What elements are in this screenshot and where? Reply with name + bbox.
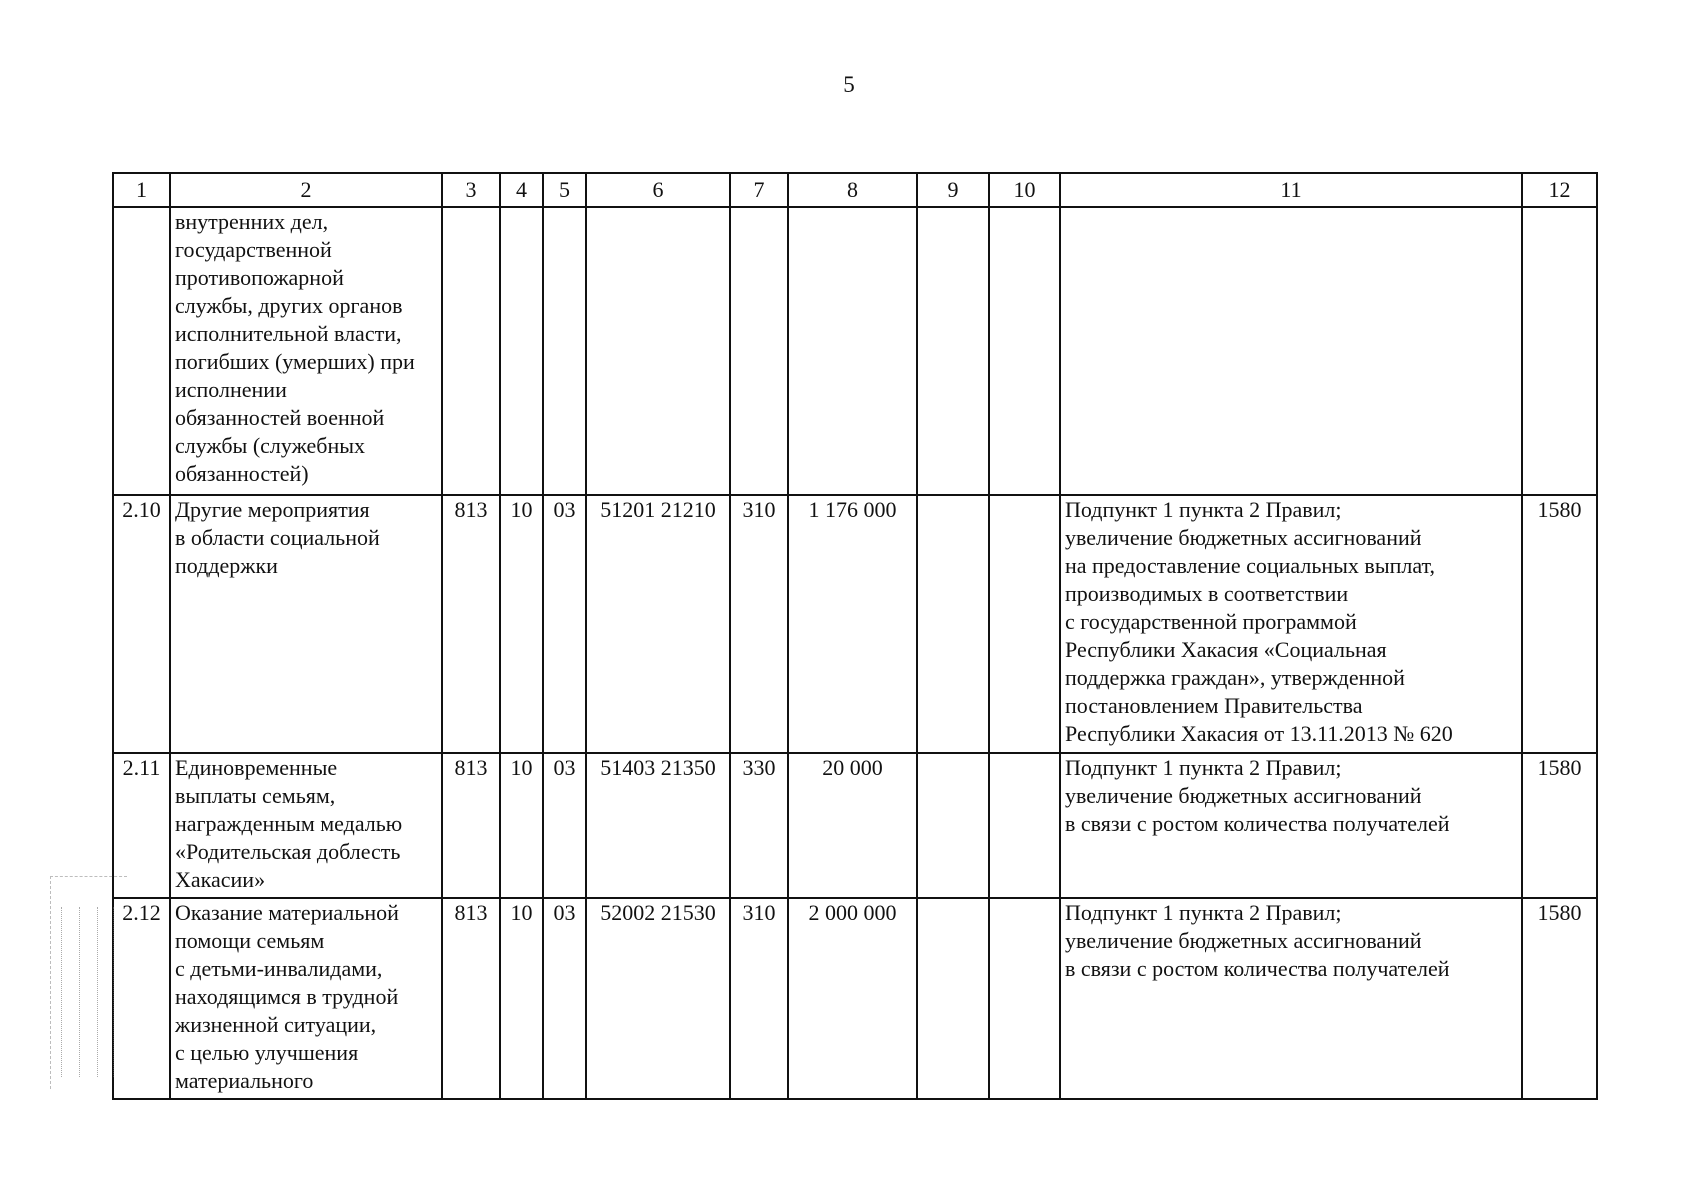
item-name: внутренних дел, государственной противопожарной службы, других органов исполнительной власти, погибших (умерших) при исполнении обязанностей военной службы (служебных обязанностей) bbox=[170, 207, 442, 495]
row-number: 2.10 bbox=[113, 495, 170, 753]
row-number: 2.12 bbox=[113, 898, 170, 1099]
code-col-12 bbox=[1522, 207, 1597, 495]
item-name: Оказание материальной помощи семьям с детьми-инвалидами, находящимся в трудной жизненной ситуации, с целью улучшения материального bbox=[170, 898, 442, 1099]
amount-col-8 bbox=[788, 207, 917, 495]
amount-col-9 bbox=[917, 495, 989, 753]
amount-col-8: 1 176 000 bbox=[788, 495, 917, 753]
code-col-12: 1580 bbox=[1522, 495, 1597, 753]
table-row-2-12 bbox=[113, 898, 1597, 1099]
section-code bbox=[500, 207, 543, 495]
justification: Подпункт 1 пункта 2 Правил; увеличение бюджетных ассигнований на предоставление социальных выплат, производимых в соответствии с государственной программой Республики Хакасия «Социальная поддержка граждан», утвержденной постановлением Правительства Республики Хакасия от 13.11.2013 № 620 bbox=[1060, 495, 1522, 753]
margin-stamp-mark bbox=[50, 876, 127, 1089]
ministry-code: 813 bbox=[442, 898, 500, 1099]
table-row-2-10 bbox=[113, 495, 1597, 753]
expense-type-code: 330 bbox=[730, 753, 788, 898]
item-name: Другие мероприятия в области социальной поддержки bbox=[170, 495, 442, 753]
subsection-code bbox=[543, 207, 586, 495]
stamp-line bbox=[97, 907, 99, 1077]
amount-col-8: 2 000 000 bbox=[788, 898, 917, 1099]
amount-col-10 bbox=[989, 898, 1060, 1099]
header-col-11: 11 bbox=[1060, 173, 1522, 207]
amount-col-10 bbox=[989, 753, 1060, 898]
stamp-line bbox=[61, 907, 63, 1077]
header-col-12: 12 bbox=[1522, 173, 1597, 207]
header-col-1: 1 bbox=[113, 173, 170, 207]
row-number bbox=[113, 207, 170, 495]
amount-col-9 bbox=[917, 753, 989, 898]
expense-type-code bbox=[730, 207, 788, 495]
table-header bbox=[113, 173, 1597, 207]
table-row-2-11 bbox=[113, 753, 1597, 898]
subsection-code: 03 bbox=[543, 495, 586, 753]
header-col-5: 5 bbox=[543, 173, 586, 207]
code-col-12: 1580 bbox=[1522, 753, 1597, 898]
target-article-code: 51201 21210 bbox=[586, 495, 730, 753]
ministry-code: 813 bbox=[442, 495, 500, 753]
ministry-code bbox=[442, 207, 500, 495]
subsection-code: 03 bbox=[543, 898, 586, 1099]
row-number: 2.11 bbox=[113, 753, 170, 898]
target-article-code: 52002 21530 bbox=[586, 898, 730, 1099]
amount-col-10 bbox=[989, 495, 1060, 753]
section-code: 10 bbox=[500, 495, 543, 753]
justification: Подпункт 1 пункта 2 Правил; увеличение бюджетных ассигнований в связи с ростом количества получателей bbox=[1060, 898, 1522, 1099]
amount-col-9 bbox=[917, 207, 989, 495]
code-col-12: 1580 bbox=[1522, 898, 1597, 1099]
header-col-10: 10 bbox=[989, 173, 1060, 207]
amount-col-8: 20 000 bbox=[788, 753, 917, 898]
subsection-code: 03 bbox=[543, 753, 586, 898]
header-col-7: 7 bbox=[730, 173, 788, 207]
header-col-3: 3 bbox=[442, 173, 500, 207]
amount-col-10 bbox=[989, 207, 1060, 495]
ministry-code: 813 bbox=[442, 753, 500, 898]
header-col-8: 8 bbox=[788, 173, 917, 207]
table-row-continuation bbox=[113, 207, 1597, 495]
stamp-line bbox=[79, 907, 81, 1077]
header-col-2: 2 bbox=[170, 173, 442, 207]
stamp-line bbox=[113, 907, 115, 1077]
justification bbox=[1060, 207, 1522, 495]
budget-changes-table bbox=[112, 172, 1598, 1100]
justification: Подпункт 1 пункта 2 Правил; увеличение бюджетных ассигнований в связи с ростом количества получателей bbox=[1060, 753, 1522, 898]
header-col-9: 9 bbox=[917, 173, 989, 207]
header-col-6: 6 bbox=[586, 173, 730, 207]
section-code: 10 bbox=[500, 753, 543, 898]
target-article-code bbox=[586, 207, 730, 495]
expense-type-code: 310 bbox=[730, 898, 788, 1099]
section-code: 10 bbox=[500, 898, 543, 1099]
expense-type-code: 310 bbox=[730, 495, 788, 753]
amount-col-9 bbox=[917, 898, 989, 1099]
item-name: Единовременные выплаты семьям, награжденным медалью «Родительская доблесть Хакасии» bbox=[170, 753, 442, 898]
target-article-code: 51403 21350 bbox=[586, 753, 730, 898]
header-row bbox=[113, 173, 1597, 207]
header-col-4: 4 bbox=[500, 173, 543, 207]
page-number: 5 bbox=[843, 72, 855, 97]
